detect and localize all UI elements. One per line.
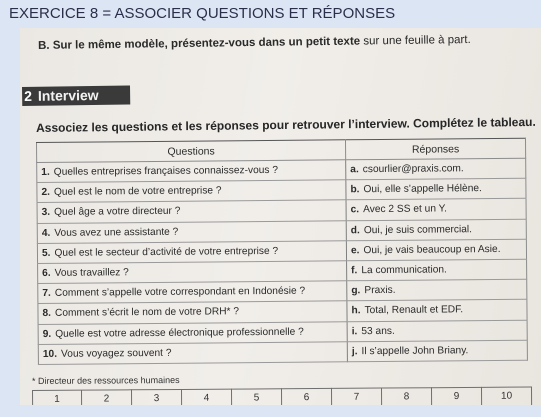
answer-cell [347, 279, 527, 301]
answer-text: Oui, je suis commercial. [363, 223, 473, 236]
question-cell [38, 341, 347, 364]
question-cell [38, 281, 347, 304]
table-body [37, 158, 528, 364]
answer-cell [347, 340, 527, 362]
answer-text: La communication. [361, 264, 447, 277]
question-text: Quel est le nom de votre entreprise ? [53, 185, 222, 199]
answer-letter: d. [350, 224, 360, 236]
answer-text: Praxis. [364, 285, 396, 297]
question-text: Comment s’appelle votre correspondant en Indonésie ? [54, 285, 306, 300]
bottom-band [0, 405, 541, 417]
answer-cell [346, 219, 526, 241]
answer-text: Il s’appelle John Briany. [361, 345, 469, 357]
question-number: 5. [41, 247, 51, 259]
answer-grid-cell[interactable]: 9 [432, 387, 482, 409]
section-header [22, 85, 130, 106]
table-row [38, 340, 527, 364]
section-title: Interview [37, 86, 99, 104]
exercise-title: EXERCICE 8 = ASSOCIER QUESTIONS ET RÉPONSES [9, 5, 396, 22]
answer-text: Avec 2 SS et un Y. [363, 203, 447, 216]
questions-answers-table [36, 138, 528, 365]
answer-letter: i. [351, 325, 358, 337]
question-number: 3. [41, 207, 51, 219]
question-cell [38, 261, 347, 284]
answer-grid-cell[interactable]: 1 [32, 390, 82, 412]
answer-grid-cell[interactable]: 2 [82, 389, 132, 411]
answer-letter: g. [351, 285, 361, 297]
footnote: * Directeur des ressources humaines [32, 374, 180, 386]
question-text: Quelles entreprises françaises connaissez-vous ? [53, 164, 279, 178]
question-number: 7. [42, 288, 51, 300]
question-cell [37, 200, 346, 223]
answer-cell [346, 239, 526, 261]
answer-letter: a. [350, 164, 359, 176]
question-cell [37, 241, 346, 264]
answer-grid-cell[interactable]: 10 [482, 387, 532, 409]
answer-letter: e. [350, 245, 360, 257]
question-text: Comment s’écrit le nom de votre DRH* ? [54, 306, 240, 320]
column-header-answers: Réponses [345, 138, 525, 160]
answer-letter: j. [351, 345, 358, 358]
question-text: Vous avez une assistante ? [54, 226, 179, 239]
instruction-b-label: B. Sur le même modèle, présentez-vous dans un petit texte [38, 35, 361, 52]
answer-text: Oui, elle s’appelle Hélène. [363, 183, 482, 196]
answer-cell [347, 320, 527, 342]
question-cell [38, 301, 347, 324]
question-cell [37, 180, 346, 203]
answer-letter: b. [350, 184, 360, 196]
question-number: 2. [41, 187, 50, 199]
answer-letter: f. [351, 265, 358, 277]
answer-cell [346, 158, 526, 180]
answer-text: 53 ans. [361, 325, 395, 337]
question-number: 10. [42, 348, 58, 360]
instruction-b-rest: sur une feuille à part. [360, 33, 471, 48]
question-text: Quel est le secteur d’activité de votre entreprise ? [54, 245, 279, 259]
answer-cell [347, 259, 527, 281]
answer-text: Oui, je vais beaucoup en Asie. [363, 243, 501, 256]
question-number: 8. [42, 308, 52, 320]
instruction-b [38, 34, 471, 52]
answer-text: Total, Renault et EDF. [364, 304, 464, 317]
question-cell [37, 160, 346, 183]
question-cell [37, 220, 346, 243]
question-number: 1. [41, 166, 50, 179]
question-text: Quelle est votre adresse électronique professionnelle ? [55, 326, 304, 340]
answer-cell [346, 199, 526, 221]
question-number: 9. [42, 328, 52, 340]
question-text: Quel âge a votre directeur ? [54, 206, 181, 219]
question-number: 6. [42, 267, 51, 279]
answer-grid-cell[interactable]: 5 [232, 388, 282, 410]
answer-cell [346, 178, 526, 200]
textbook-photo [20, 28, 541, 417]
answer-grid-cell[interactable]: 7 [332, 388, 382, 410]
question-number: 4. [41, 227, 51, 239]
answer-letter: h. [351, 305, 361, 317]
question-cell [38, 321, 347, 344]
answer-grid-cell[interactable]: 3 [132, 389, 182, 411]
answer-text: csourlier@praxis.com. [362, 163, 464, 176]
section-number: 2 [24, 87, 33, 104]
answer-grid-cell[interactable]: 4 [182, 389, 232, 411]
table-instruction: Associez les questions et les réponses pour retrouver l’interview. Complétez le tableau. [36, 114, 536, 135]
answer-grid-cell[interactable]: 6 [282, 388, 332, 410]
answer-grid-cell[interactable]: 8 [382, 387, 432, 409]
answer-letter: c. [350, 204, 360, 216]
answer-cell [347, 300, 527, 322]
question-text: Vous travaillez ? [54, 267, 129, 279]
column-header-questions: Questions [37, 140, 346, 163]
question-text: Vous voyagez souvent ? [60, 347, 172, 360]
